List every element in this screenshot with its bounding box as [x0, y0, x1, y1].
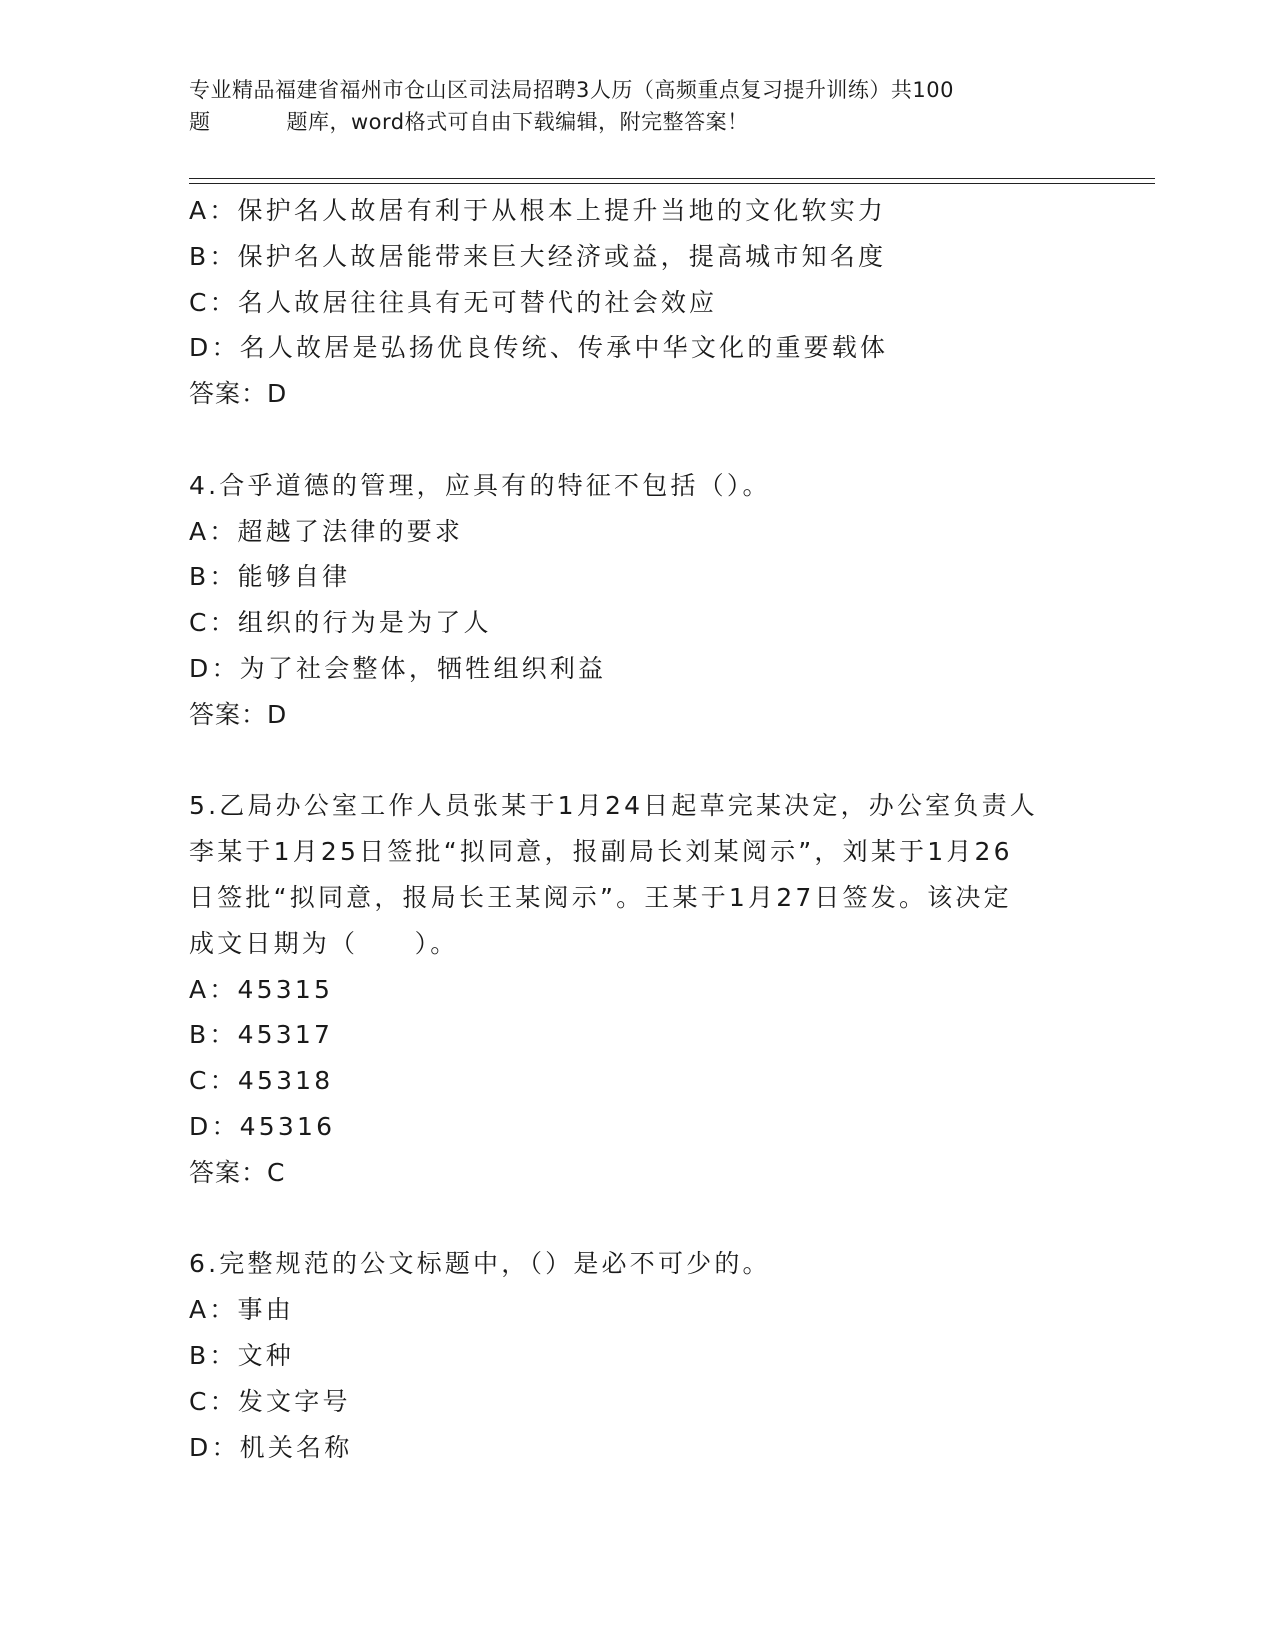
option-text: 45315: [237, 974, 334, 1004]
answer-option: [189, 234, 1109, 280]
header-title-line: 专业精品福建省福州市仓山区司法局招聘3人历（高频重点复习提升训练）共100: [189, 78, 954, 102]
answer-line: 答案：C: [189, 1157, 286, 1187]
question-stem-line: 李某于1月25日签批“拟同意，报副局长刘某阅示”，刘某于1月26: [189, 837, 1013, 867]
option-key: B：: [189, 241, 238, 271]
option-key: A：: [189, 516, 238, 546]
header-subtitle-head: 题: [189, 110, 211, 134]
answer-line: 答案：D: [189, 699, 288, 729]
answer-option: [189, 325, 1109, 371]
answer-option: [189, 967, 1109, 1013]
header-subtitle-tail: 题库，word格式可自由下载编辑，附完整答案！: [286, 110, 749, 134]
option-key: A：: [189, 1295, 238, 1325]
answer-option: [189, 1104, 1109, 1150]
answer-option: [189, 1425, 1109, 1471]
option-key: D：: [189, 1111, 240, 1141]
answer-option: [189, 188, 1109, 234]
option-text: 为了社会整体，牺牲组织利益: [239, 653, 607, 683]
answer-option: [189, 1333, 1109, 1379]
option-text: 超越了法律的要求: [237, 516, 464, 546]
answer-option: [189, 646, 1109, 692]
answer-line: 答案：D: [189, 379, 288, 409]
question-spacer: [189, 417, 1109, 463]
option-key: B：: [189, 1020, 238, 1050]
question-block: [189, 1241, 1109, 1470]
option-text: 能够自律: [237, 562, 351, 592]
header-divider-bottom: [189, 183, 1155, 184]
question-stem-line: 6.完整规范的公文标题中，（）是必不可少的。: [189, 1249, 771, 1279]
option-key: A：: [189, 974, 238, 1004]
option-key: C：: [189, 1386, 238, 1416]
option-key: C：: [189, 287, 238, 317]
option-text: 名人故居是弘扬优良传统、传承中华文化的重要载体: [239, 333, 889, 363]
answer-option: [189, 1012, 1109, 1058]
option-key: A：: [189, 196, 238, 225]
header-subtitle-line: [189, 106, 1089, 138]
option-key: D：: [189, 1432, 240, 1462]
question-stem-line: 4.合乎道德的管理，应具有的特征不包括（）。: [189, 470, 771, 500]
option-key: B：: [189, 562, 238, 592]
option-key: C：: [189, 608, 238, 638]
option-text: 文种: [237, 1340, 294, 1370]
question-block: [189, 463, 1109, 784]
option-key: B：: [189, 1340, 238, 1370]
option-text: 保护名人故居能带来巨大经济或益，提高城市知名度: [237, 241, 887, 271]
page-header: [189, 74, 1089, 138]
option-text: 保护名人故居有利于从根本上提升当地的文化软实力: [237, 196, 887, 225]
answer-option: [189, 600, 1109, 646]
option-text: 机关名称: [239, 1432, 353, 1462]
answer-option: [189, 280, 1109, 326]
question-stem-line: 成文日期为（ ）。: [189, 928, 459, 958]
question-list: [189, 188, 1109, 1470]
option-text: 发文字号: [237, 1386, 351, 1416]
option-key: D：: [189, 333, 240, 363]
option-text: 45318: [237, 1066, 334, 1096]
option-text: 名人故居往往具有无可替代的社会效应: [237, 287, 718, 317]
answer-option: [189, 1058, 1109, 1104]
question-stem-line: 5.乙局办公室工作人员张某于1月24日起草完某决定，办公室负责人: [189, 791, 1038, 821]
header-divider-top: [189, 178, 1155, 179]
option-text: 45317: [237, 1020, 334, 1050]
answer-option: [189, 1287, 1109, 1333]
option-key: D：: [189, 653, 240, 683]
answer-option: [189, 1379, 1109, 1425]
answer-option: [189, 554, 1109, 600]
option-text: 45316: [239, 1111, 336, 1141]
question-spacer: [189, 738, 1109, 784]
option-text: 组织的行为是为了人: [237, 608, 492, 638]
question-block: [189, 783, 1109, 1241]
question-stem-line: 日签批“拟同意，报局长王某阅示”。王某于1月27日签发。该决定: [189, 882, 1012, 912]
option-key: C：: [189, 1066, 238, 1096]
question-block: [189, 188, 1109, 463]
option-text: 事由: [237, 1295, 294, 1325]
question-spacer: [189, 1196, 1109, 1242]
answer-option: [189, 509, 1109, 555]
